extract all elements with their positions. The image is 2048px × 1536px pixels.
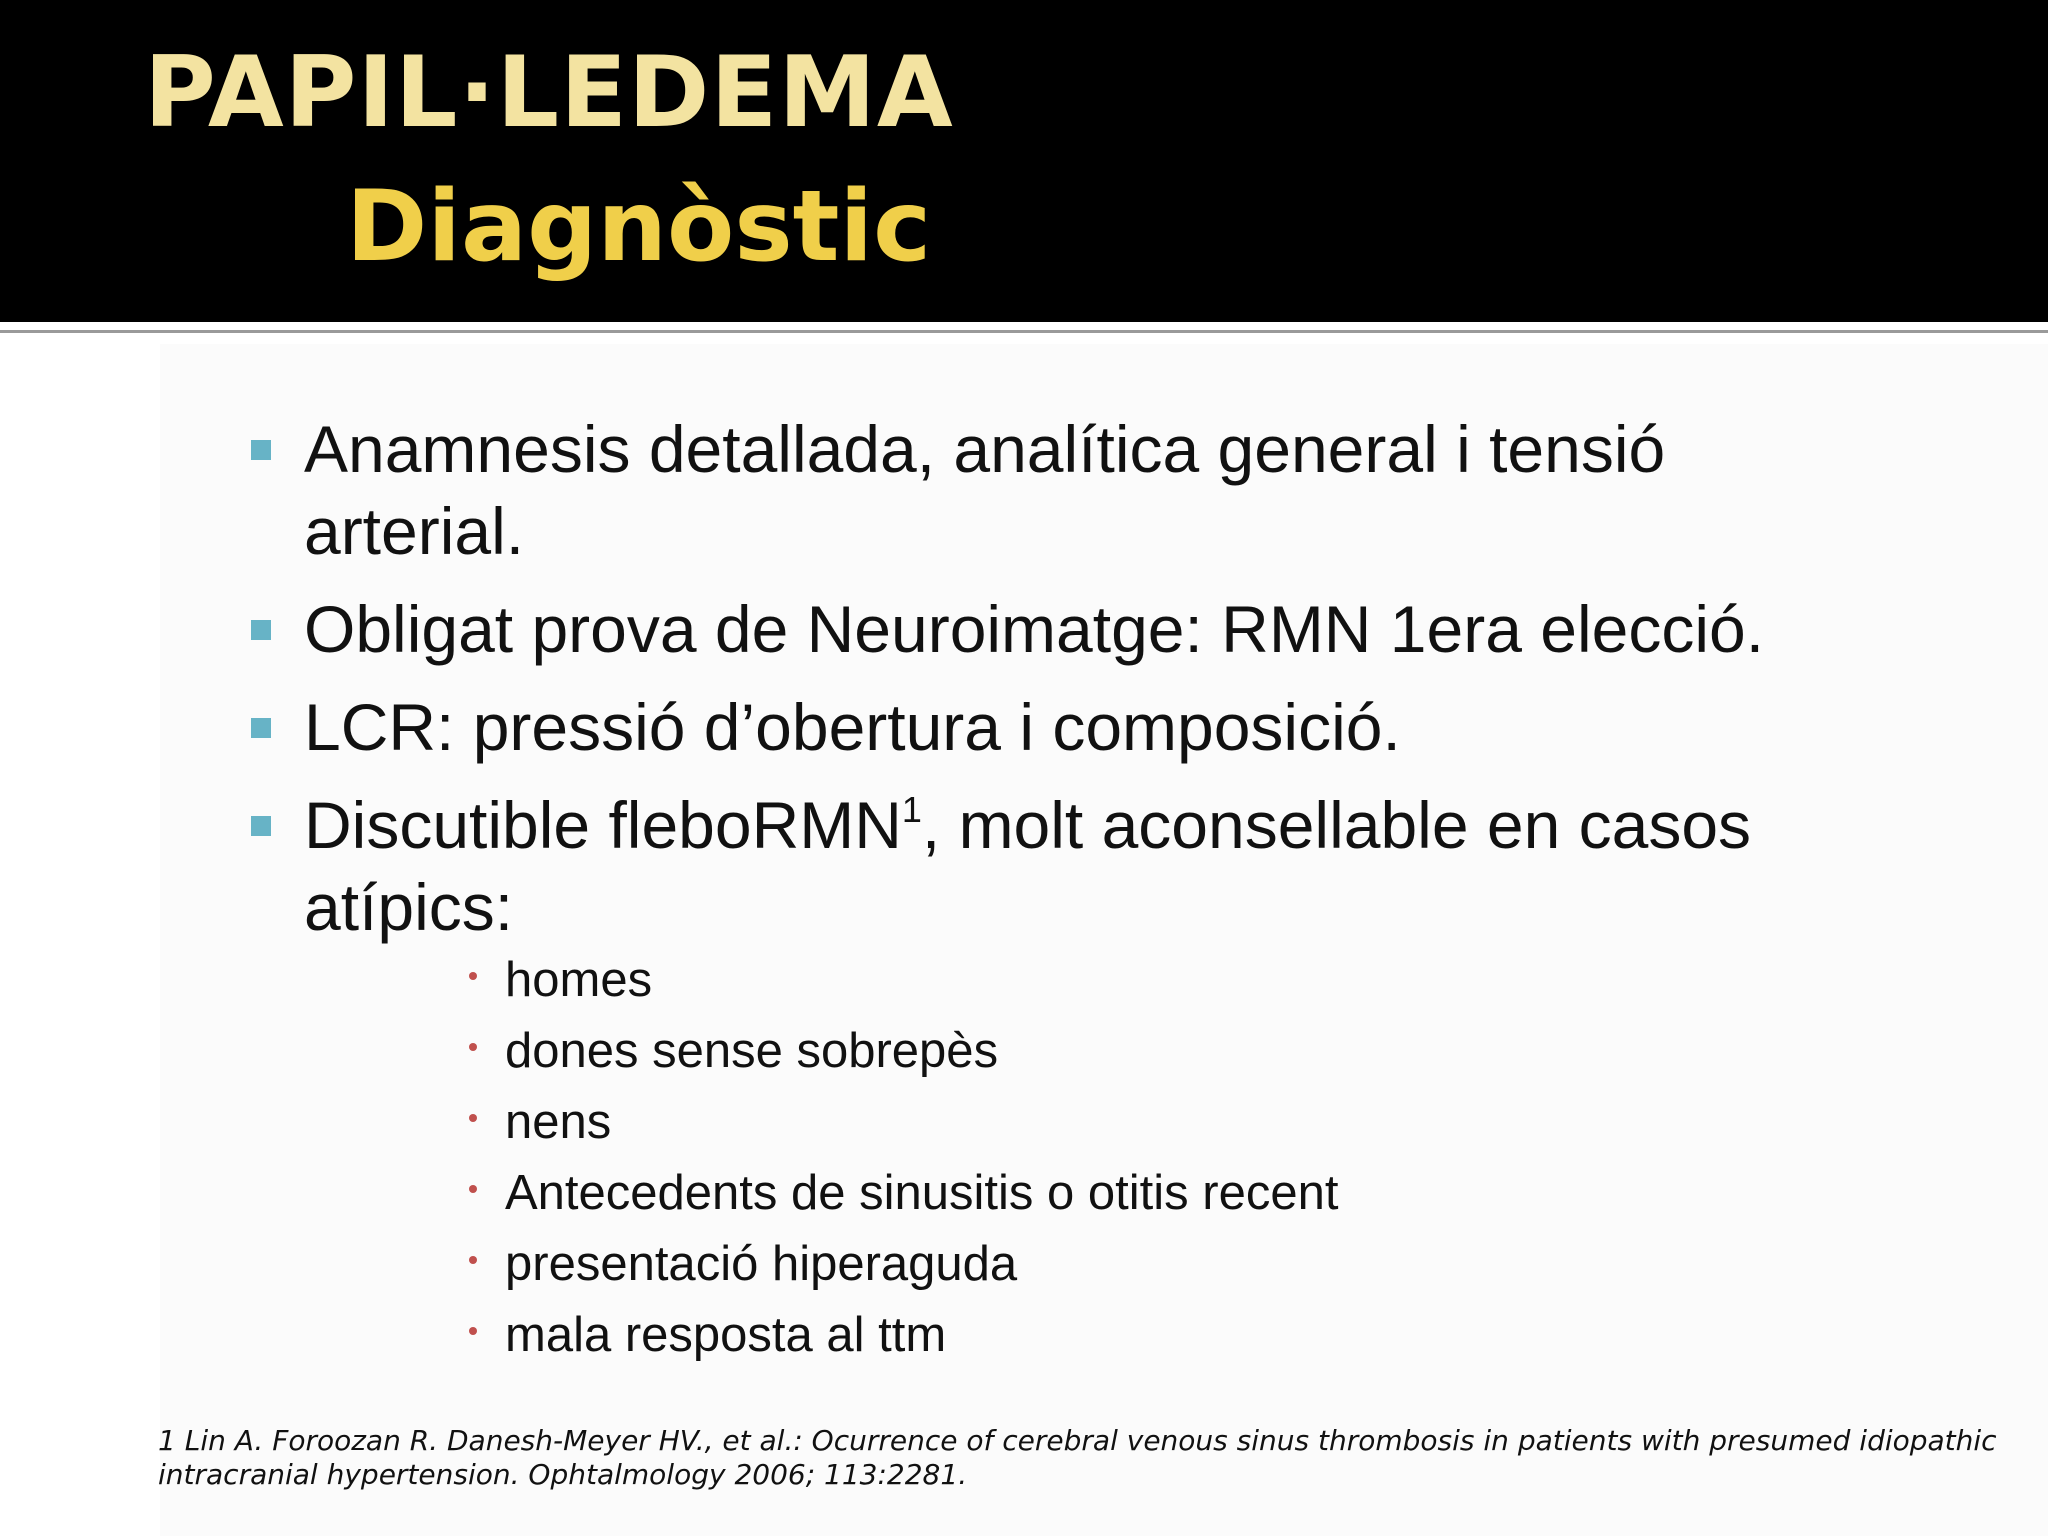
square-bullet-icon	[251, 440, 271, 460]
bullet-item	[243, 686, 1883, 768]
slide-subtitle: Diagnòstic	[346, 170, 932, 284]
footnote-marker: 1	[901, 789, 922, 830]
bullet-text: Discutible fleboRMN	[304, 788, 902, 862]
bullet-text: , molt aconsellable en casos atípics:	[304, 788, 1752, 944]
dot-bullet-icon	[469, 1256, 477, 1264]
bullet-text: Obligat prova de Neuroimatge: RMN 1era elecció.	[304, 592, 1765, 666]
slide-title: PAPIL·LEDEMA	[144, 36, 954, 150]
dot-bullet-icon	[469, 1114, 477, 1122]
sub-bullet-item	[463, 950, 1663, 1010]
sub-bullet-item	[463, 1234, 1663, 1294]
square-bullet-icon	[251, 816, 271, 836]
dot-bullet-icon	[469, 1185, 477, 1193]
bullet-text: LCR: pressió d’obertura i composició.	[304, 690, 1401, 764]
dot-bullet-icon	[469, 972, 477, 980]
main-bullet-list	[243, 408, 1883, 964]
square-bullet-icon	[251, 718, 271, 738]
sub-bullet-text: Antecedents de sinusitis o otitis recent	[505, 1166, 1339, 1220]
sub-bullet-text: nens	[505, 1095, 612, 1149]
sub-bullet-item	[463, 1021, 1663, 1081]
bullet-item	[243, 408, 1883, 572]
bullet-item	[243, 784, 1883, 948]
sub-bullet-text: dones sense sobrepès	[505, 1024, 999, 1078]
sub-bullet-item	[463, 1305, 1663, 1365]
footnote: 1 Lin A. Foroozan R. Danesh-Meyer HV., et al.: Ocurrence of cerebral venous sinus thrombosis in patients with presumed idiopathic intracranial hypertension. Ophtalmology 2006; 113:2281.	[158, 1424, 1997, 1491]
square-bullet-icon	[251, 620, 271, 640]
bullet-text: Anamnesis detallada, analítica general i tensió arterial.	[304, 412, 1666, 568]
sub-bullet-item	[463, 1092, 1663, 1152]
sub-bullet-text: homes	[505, 953, 653, 1007]
dot-bullet-icon	[469, 1327, 477, 1335]
header-gap	[0, 322, 2048, 330]
slide-header	[0, 0, 2048, 322]
sub-bullet-item	[463, 1163, 1663, 1223]
dot-bullet-icon	[469, 1043, 477, 1051]
bullet-item	[243, 588, 1883, 670]
header-divider	[0, 330, 2048, 333]
sub-bullet-text: presentació hiperaguda	[505, 1237, 1018, 1291]
sub-bullet-text: mala resposta al ttm	[505, 1308, 947, 1362]
sub-bullet-list	[463, 950, 1663, 1376]
